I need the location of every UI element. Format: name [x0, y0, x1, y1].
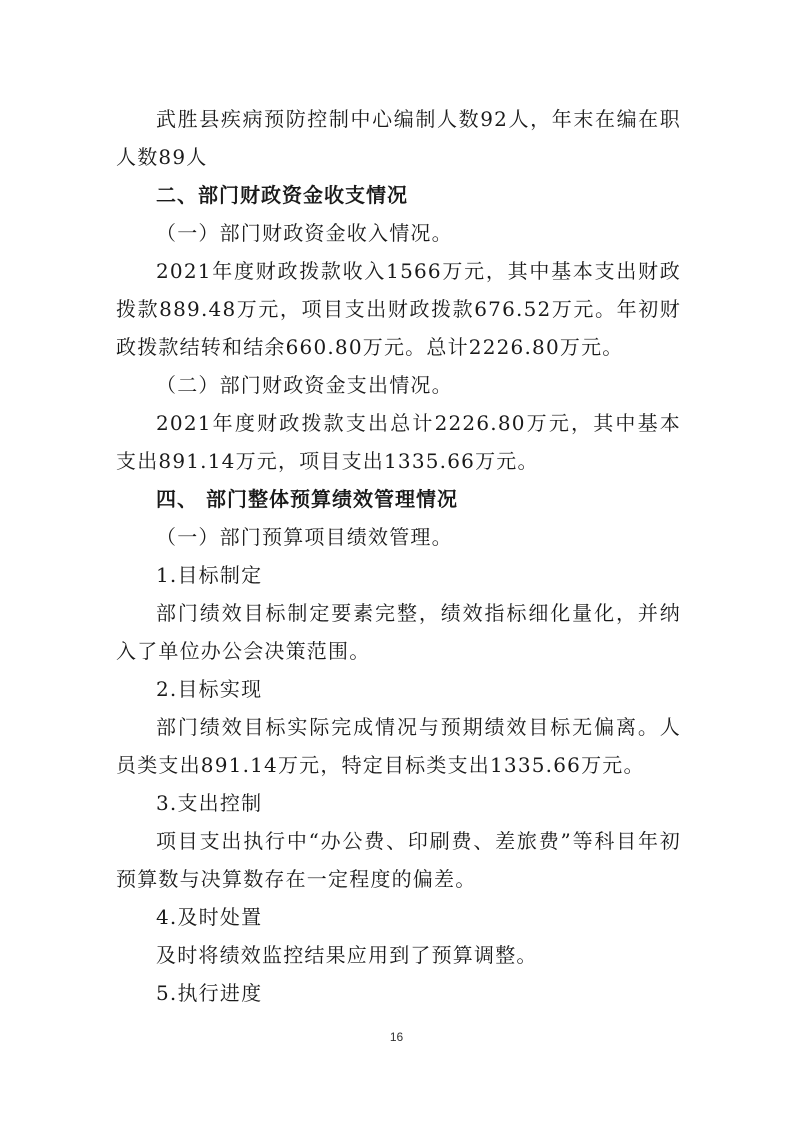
- item-execution-progress: 5.执行进度: [156, 981, 263, 1005]
- paragraph-timely-handling: 及时将绩效监控结果应用到了预算调整。: [156, 943, 538, 967]
- paragraph-staffing: 武胜县疾病预防控制中心编制人数92人，年末在编在职人数89人: [116, 107, 681, 169]
- item-timely-handling: 4.及时处置: [156, 905, 263, 929]
- subheading-project-performance: （一）部门预算项目绩效管理。: [156, 525, 453, 549]
- item-goal-achievement: 2.目标实现: [156, 677, 263, 701]
- document-body: [116, 100, 681, 1012]
- paragraph-fund-income: 2021年度财政拨款收入1566万元，其中基本支出财政拨款889.48万元，项目支出财政拨款676.52万元。年初财政拨款结转和结余660.80万元。总计2226.80万元。: [116, 259, 681, 359]
- subheading-fund-income: （一）部门财政资金收入情况。: [156, 221, 453, 245]
- heading-fund-income-expense: 二、部门财政资金收支情况: [156, 183, 408, 207]
- paragraph-fund-expense: 2021年度财政拨款支出总计2226.80万元，其中基本支出891.14万元，项目支出1335.66万元。: [116, 411, 681, 473]
- paragraph-goal-setting: 部门绩效目标制定要素完整，绩效指标细化量化，并纳入了单位办公会决策范围。: [116, 601, 681, 663]
- subheading-fund-expense: （二）部门财政资金支出情况。: [156, 373, 453, 397]
- paragraph-expense-control: 项目支出执行中“办公费、印刷费、差旅费”等科目年初预算数与决算数存在一定程度的偏差。: [116, 829, 681, 891]
- item-goal-setting: 1.目标制定: [156, 563, 263, 587]
- item-expense-control: 3.支出控制: [156, 791, 263, 815]
- page-number: 16: [389, 1030, 404, 1044]
- paragraph-goal-achievement: 部门绩效目标实际完成情况与预期绩效目标无偏离。人员类支出891.14万元，特定目标类支出1335.66万元。: [116, 715, 681, 777]
- heading-performance-management: 四、 部门整体预算绩效管理情况: [156, 487, 458, 511]
